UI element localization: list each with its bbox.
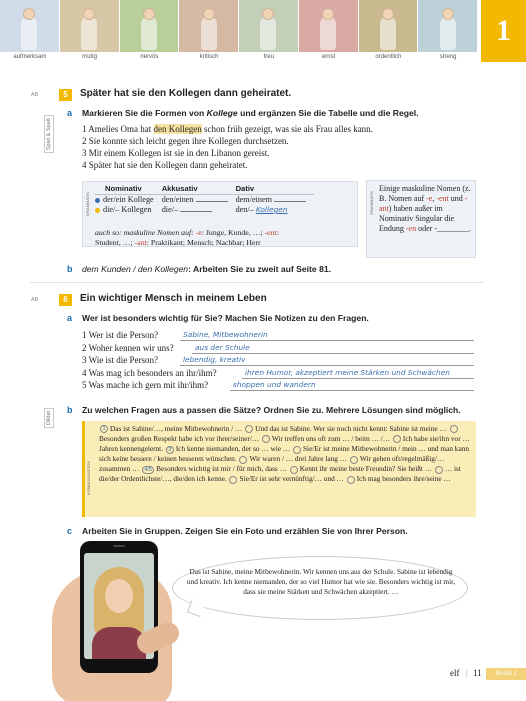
handwritten-answer[interactable]: Sabine, Mitbewohnerin xyxy=(183,330,268,339)
grammar-label: GRAMMATIK xyxy=(369,191,374,215)
illustration-panel xyxy=(299,0,359,52)
answer-circle[interactable]: 4/5 xyxy=(142,466,154,474)
adjective-label: streng xyxy=(439,54,457,60)
answer-circle[interactable] xyxy=(393,435,401,443)
answer-circle[interactable] xyxy=(347,476,355,484)
answer-circle[interactable] xyxy=(450,425,458,433)
question-row xyxy=(82,367,450,381)
task-letter-b: b xyxy=(67,405,73,415)
task-letter-a: a xyxy=(67,313,73,323)
handwritten-answer[interactable]: ihren Humor, akzeptiert meine Stärken und Schwächen xyxy=(245,367,450,377)
adjective-label: nervös xyxy=(140,54,159,60)
bubble-text: Das ist Sabine, meine Mitbewohnerin. Wir kennen uns aus der Schule. Sabine ist lebendig und kreativ. Ich kenne niemanden, der so viel Humor hat wie sie. Besonders wichtig ist mir, dass sie meine Stärken und Schwächen akzeptiert. … xyxy=(186,567,456,596)
blank[interactable] xyxy=(180,205,212,212)
answer-circle[interactable] xyxy=(229,476,237,484)
blank[interactable] xyxy=(274,195,306,202)
answer-circle[interactable] xyxy=(245,425,253,433)
chapter-tab: 1 xyxy=(481,0,526,62)
grammar-label: GRAMMATIK xyxy=(85,192,90,216)
sentence: 4 Später hat sie den Kollegen dann geheiratet. xyxy=(82,160,248,170)
phrase-list: 1 Das ist Sabine/…, meine Mitbewohnerin / … Und das ist Sabine. Wer sie noch nicht kennt: Sabine ist meine … Besonders großen Respekt habe ich vor ihrer/seiner/… Wir treffen uns oft zum … / beim … /… Ich habe sie/ihn vor … Jahren kennengelernt. 3 Ich kenne niemanden, der so … wie … Sie/Er ist meine Mitbewohnerin / mein … und man kann sich keine bessere / keinen besseren wünschen. Wir waren / … drei Jahre lang … Wir gehen oft/regelmäßig/… zusammen … 4/5 Besonders wichtig ist mir / für mich, dass … Kennt ihr meine beste Freundin? Sie heißt … … ist die/der Ordentlichste/…, die/den ich kenne. Sie/Er ist sehr vernünftig/… und … Ich mag besonders ihre/seine … xyxy=(99,424,470,484)
phrase-box xyxy=(82,421,476,517)
task-instruction: Wer ist besonders wichtig für Sie? Machen Sie Notizen zu den Fragen. xyxy=(82,313,369,323)
exercise-number: 6 xyxy=(59,294,72,306)
illustration-panel xyxy=(120,0,180,52)
person-face xyxy=(105,579,133,613)
answer-circle[interactable]: 1 xyxy=(100,425,108,433)
task-letter-b: b xyxy=(67,264,73,274)
sentence: 1 Amelies Oma hat den Kollegen schon früh gezeigt, was sie als Frau alles kann. xyxy=(82,124,373,134)
question-text: 1 Wer ist die Person? xyxy=(82,330,159,340)
exercise-number: 5 xyxy=(59,89,72,101)
grammar-note: auch so: maskuline Nomen auf: -e: Junge, Kunde, …; -ent: Student, …; -ant: Praktikant; Mensch; Nachbar; Herr xyxy=(95,228,279,247)
phone-speaker xyxy=(113,545,125,547)
highlight: den Kollegen xyxy=(153,124,202,134)
column-header: Nominativ xyxy=(95,184,162,195)
figure-head xyxy=(382,8,394,20)
plural-dot xyxy=(95,208,100,213)
answer-circle[interactable] xyxy=(290,466,298,474)
divider xyxy=(31,282,483,283)
figure xyxy=(141,16,157,50)
bubble-tail xyxy=(187,599,205,617)
handwritten-answer[interactable]: shoppen und wandern xyxy=(233,380,316,389)
masculine-dot xyxy=(95,198,100,203)
declension-table: Nominativ Akkusativ Dativ der/ein Kollege den/einen dem/einem die/– Kollegen die/– den/– Kollegen xyxy=(95,184,314,215)
task-instruction: Zu welchen Fragen aus a passen die Sätze? Ordnen Sie zu. Mehrere Lösungen sind möglich. xyxy=(82,405,461,415)
module-tag: Modul 1 xyxy=(486,668,526,680)
figure-head xyxy=(143,8,155,20)
question-row xyxy=(82,342,250,356)
footer-separator: | xyxy=(466,668,468,678)
illustration-row xyxy=(0,0,478,52)
adjective-label: ernst xyxy=(321,54,336,60)
figure xyxy=(81,16,97,50)
page-number: 11 xyxy=(473,668,482,678)
handwritten-answer: Kollegen xyxy=(255,205,288,214)
task-instruction: Arbeiten Sie in Gruppen. Zeigen Sie ein Foto und erzählen Sie von Ihrer Person. xyxy=(82,526,408,536)
question-row xyxy=(82,380,316,393)
sentence: 3 Mit einem Kollegen ist sie in den Libanon gereist. xyxy=(82,148,270,158)
adjective-label: mutig xyxy=(82,54,97,60)
adjective-label: ordentlich xyxy=(375,54,402,60)
adjective-label: aufmerksam xyxy=(13,54,47,60)
ab-reference: AB xyxy=(31,92,39,98)
figure-head xyxy=(203,8,215,20)
answer-line xyxy=(230,390,474,391)
task-instruction: dem Kunden / den Kollegen: Arbeiten Sie zu zweit auf Seite 81. xyxy=(82,264,332,274)
page-word: elf xyxy=(450,668,460,678)
figure xyxy=(320,16,336,50)
illustration-panel xyxy=(0,0,60,52)
question-text: 2 Woher kennen wir uns? xyxy=(82,342,174,353)
illustration-panel xyxy=(359,0,419,52)
figure xyxy=(201,16,217,50)
blank[interactable] xyxy=(196,195,228,202)
question-row xyxy=(82,355,246,368)
task-letter-c: c xyxy=(67,526,73,536)
column-header: Akkusativ xyxy=(162,184,236,195)
handwritten-answer[interactable]: aus der Schule xyxy=(195,342,250,352)
adjective-labels xyxy=(0,52,478,62)
figure xyxy=(440,16,456,50)
grammar-table-box xyxy=(82,181,358,247)
answer-circle[interactable] xyxy=(262,435,270,443)
answer-line xyxy=(180,340,474,341)
sentence: 2 Sie konnte sich leicht gegen ihre Kollegen durchsetzen. xyxy=(82,136,289,146)
answer-circle[interactable] xyxy=(293,446,301,454)
answer-circle[interactable]: 3 xyxy=(166,446,174,454)
illustration-panel xyxy=(418,0,478,52)
side-tag-diktat: Diktat xyxy=(44,408,54,428)
figure xyxy=(21,16,37,50)
illustration-panel xyxy=(60,0,120,52)
adjective-label: kritisch xyxy=(199,54,219,60)
answer-circle[interactable] xyxy=(350,456,358,464)
answer-line xyxy=(192,353,474,354)
ab-reference: AB xyxy=(31,297,39,303)
illustration-panel xyxy=(239,0,299,52)
communication-label: KOMMUNIKATION xyxy=(86,461,91,495)
speech-bubble xyxy=(172,556,468,620)
answer-line xyxy=(180,365,474,366)
grammar-rule-box xyxy=(366,180,476,258)
question-text: 3 Wie ist die Person? xyxy=(82,355,158,365)
figure-head xyxy=(442,8,454,20)
handwritten-answer[interactable]: lebendig, kreativ xyxy=(183,355,246,364)
illustration-panel xyxy=(179,0,239,52)
answer-circle[interactable] xyxy=(239,456,247,464)
illustration-strip xyxy=(0,0,526,62)
exercise-title: Später hat sie den Kollegen dann geheiratet. xyxy=(80,88,292,99)
question-list xyxy=(82,330,450,393)
adjective-label: treu xyxy=(263,54,275,60)
grammar-rule: Einige maskuline Nomen (z. B. Nomen auf -e, -ent und -ant) haben außer im Nominativ Singular die Endung -en oder -________. xyxy=(379,184,471,233)
task-instruction: Markieren Sie die Formen von Kollege und ergänzen Sie die Tabelle und die Regel. xyxy=(82,108,419,118)
question-text: 5 Was mache ich gern mit ihr/ihm? xyxy=(82,380,209,390)
answer-circle[interactable] xyxy=(435,466,443,474)
figure xyxy=(260,16,276,50)
column-header: Dativ xyxy=(236,184,314,195)
question-text: 4 Was mag ich besonders an ihr/ihm? xyxy=(82,367,217,378)
figure xyxy=(380,16,396,50)
sentence-list xyxy=(82,123,373,171)
page-footer xyxy=(0,668,526,682)
exercise-title: Ein wichtiger Mensch in meinem Leben xyxy=(80,293,267,304)
answer-line xyxy=(242,378,474,379)
side-tag-spiel: Spiel & Spaß xyxy=(44,115,54,153)
task-letter-a: a xyxy=(67,108,73,118)
question-row xyxy=(82,330,268,343)
